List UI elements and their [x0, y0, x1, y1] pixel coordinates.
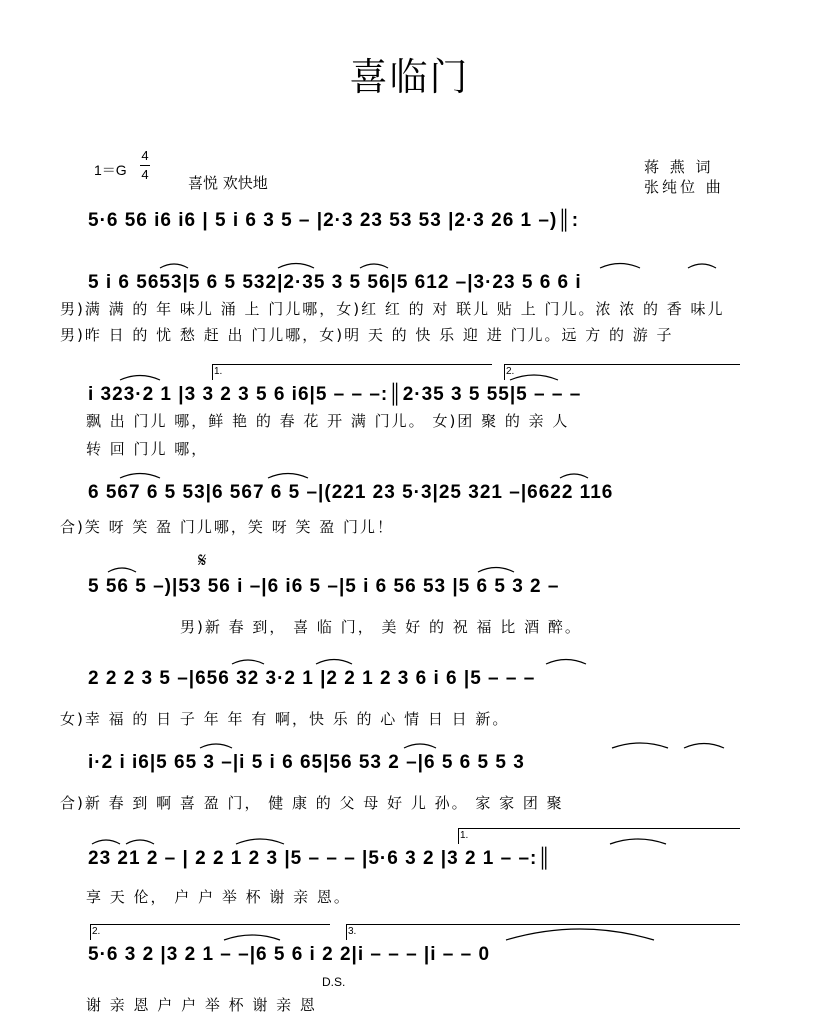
notation-row: 5 56 5 –)|53 56 i –|6 i6 5 –|5 i 6 56 53 |5 6 5 3 2 –	[88, 576, 560, 597]
notation-row: i 323·2 1 |3 3 2 3 5 6 i6|5 – – –:║2·35 3 5 55|5 – – –	[88, 384, 582, 405]
notation-row: i·2 i i6|5 65 3 –|i 5 i 6 65|56 53 2 –|6 5 6 5 5 3	[88, 752, 525, 773]
segno-sign: 𝄋	[198, 548, 207, 572]
lyric-line: 合)笑 呀 笑 盈 门儿哪，笑 呀 笑 盈 门儿！	[60, 518, 394, 536]
slur-mark	[612, 743, 668, 748]
slur-mark	[278, 264, 314, 269]
slur-mark	[200, 744, 232, 748]
slur-mark	[92, 840, 120, 844]
slur-mark	[684, 744, 724, 749]
notation-row: 5·6 3 2 |3 2 1 – –|6 5 6 i 2 2|i – – – |i – – 0	[88, 944, 491, 965]
lyricist-credit: 蒋 燕 词	[644, 158, 714, 176]
slur-mark	[560, 474, 588, 478]
lyric-line: 转 回 门儿 哪，	[86, 440, 209, 458]
key-signature: 1＝G	[94, 162, 127, 178]
slur-mark	[126, 840, 154, 844]
lyric-line: 男)满 满 的 年 味儿 涌 上 门儿哪，女)红 红 的 对 联儿 贴 上 门儿。浓 浓 的 香 味儿	[60, 300, 725, 318]
lyric-line: 享 天 伦， 户 户 举 杯 谢 亲 恩。	[86, 888, 351, 906]
slur-mark	[688, 264, 716, 268]
lyric-line: 飘 出 门儿 哪，鲜 艳 的 春 花 开 满 门儿。 女)团 聚 的 亲 人	[86, 412, 570, 430]
song-title: 喜临门	[349, 55, 470, 99]
slur-mark	[316, 660, 352, 665]
slur-mark	[120, 376, 160, 381]
notation-row: 5 i 6 5653|5 6 5 532|2·35 3 5 56|5 612 –|3·23 5 6 6 i	[88, 272, 582, 293]
volta-label: 3.	[348, 926, 357, 937]
slur-mark	[224, 935, 280, 940]
lyric-line: 合)新 春 到 啊 喜 盈 门， 健 康 的 父 母 好 儿 孙。 家 家 团 聚	[60, 794, 564, 812]
notation-row: 2 2 2 3 5 –|656 32 3·2 1 |2 2 1 2 3 6 i 6 |5 – – –	[88, 668, 536, 689]
volta-label: 2.	[92, 926, 101, 937]
slur-mark	[510, 375, 558, 380]
slur-mark	[236, 839, 284, 844]
volta-label: 1.	[214, 366, 223, 377]
slur-mark	[232, 660, 264, 664]
tempo-marking: 喜悦 欢快地	[188, 174, 268, 192]
notation-row: 23 21 2 – | 2 2 1 2 3 |5 – – – |5·6 3 2 |3 2 1 – –:║	[88, 848, 552, 869]
lyric-line: 女)幸 福 的 日 子 年 年 有 啊，快 乐 的 心 情 日 日 新。	[60, 710, 510, 728]
slur-mark	[108, 568, 136, 572]
lyric-line: 谢 亲 恩 户 户 举 杯 谢 亲 恩	[86, 996, 317, 1014]
slur-mark	[506, 929, 654, 940]
notation-row: 6 567 6 5 53|6 567 6 5 –|(221 23 5·3|25 321 –|6622 116	[88, 482, 614, 503]
time-sig-bottom: 4	[141, 167, 149, 182]
slur-mark	[600, 264, 640, 269]
slur-mark	[546, 660, 586, 665]
volta-label: 1.	[460, 830, 469, 841]
volta-label: 2.	[506, 366, 515, 377]
lyric-line: 男)新 春 到， 喜 临 门， 美 好 的 祝 福 比 酒 醉。	[180, 618, 582, 636]
slur-mark	[360, 264, 388, 268]
notation-row: 5·6 56 i6 i6 | 5 i 6 3 5 – |2·3 23 53 53 |2·3 26 1 –)║:	[88, 210, 580, 231]
lyric-line: 男)昨 日 的 忧 愁 赶 出 门儿哪，女)明 天 的 快 乐 迎 进 门儿。远 方 的 游 子	[60, 326, 674, 344]
slur-mark	[478, 568, 514, 573]
slur-mark	[120, 474, 160, 479]
time-sig-top: 4	[141, 148, 149, 163]
ds-marking: D.S.	[322, 975, 346, 989]
slur-mark	[268, 474, 308, 479]
composer-credit: 张纯位 曲	[644, 178, 724, 196]
slur-mark	[610, 839, 666, 844]
slur-mark	[160, 264, 188, 268]
slur-mark	[404, 744, 436, 748]
